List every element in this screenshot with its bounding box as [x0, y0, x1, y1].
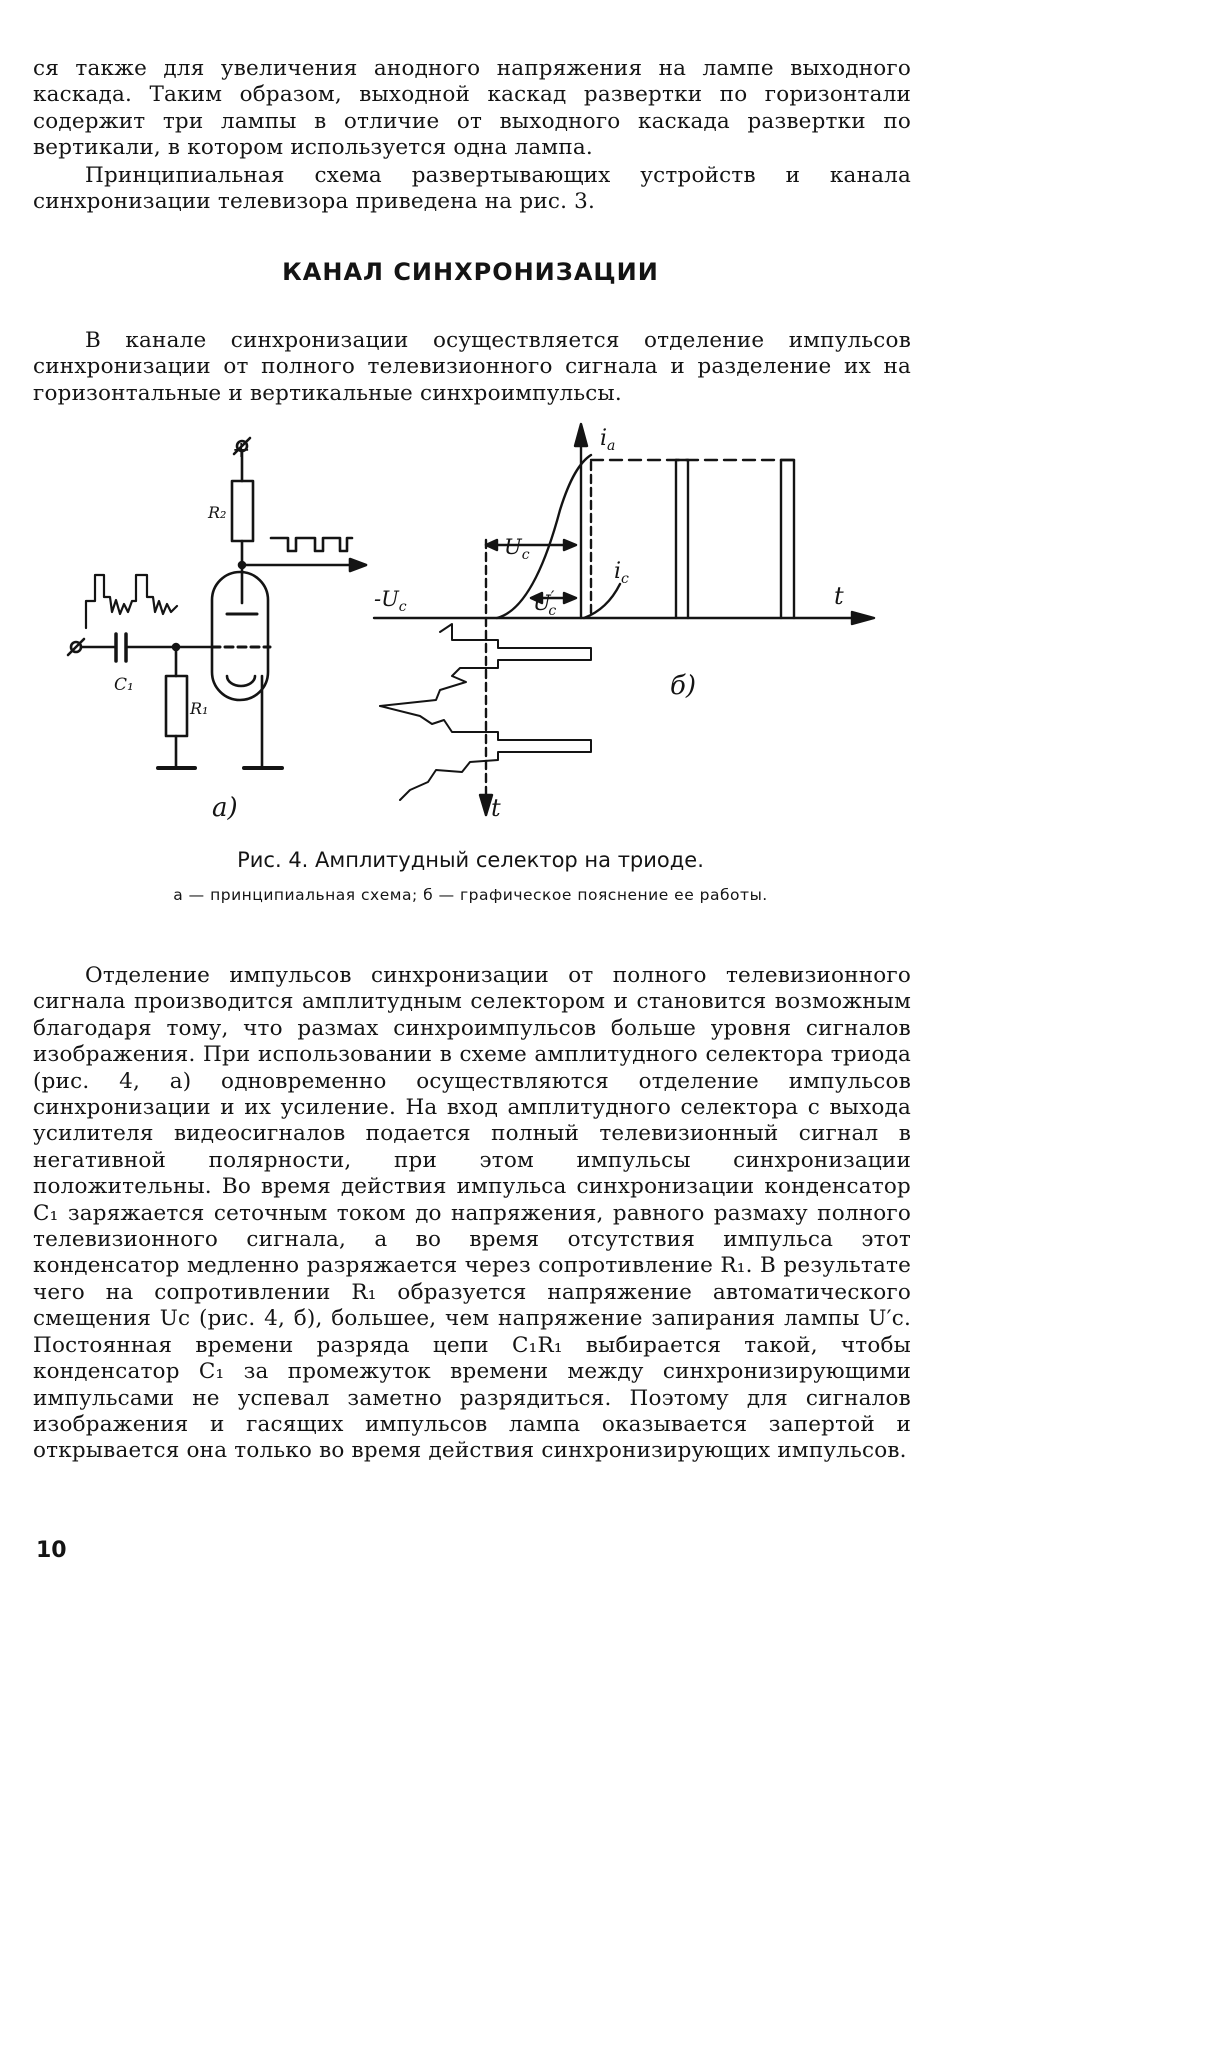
figure-subcaption: а — принципиальная схема; б — графическое пояснение ее работы. — [173, 886, 768, 904]
paragraph-scheme: Принципиальная схема развертывающих устройств и канала синхронизации телевизора приведена на рис. 3. — [33, 163, 911, 215]
r1-label: R₁ — [190, 699, 209, 718]
ia-label: $i_a$ — [600, 426, 616, 454]
resistor-r2 — [232, 481, 253, 541]
uc-prime-label: U′ c — [533, 587, 557, 619]
t-vertical-label: t — [491, 794, 501, 822]
schematic-a — [68, 438, 366, 768]
uc-label: $U_c$ — [504, 535, 530, 563]
r2-label: R₂ — [208, 503, 227, 522]
paragraph-sync-channel: В канале синхронизации осуществляется отделение импульсов синхронизации от полного телевизионного сигнала и разделение их на горизонтальные и вертикальные синхроимпульсы. — [33, 328, 911, 406]
paragraph-top: ся также для увеличения анодного напряжения на лампе выходного каскада. Таким образом, выходной каскад развертки по горизонтали содержит три лампы в отличие от выходного каскада развертки по вертикали, в котором используется одна лампа. — [33, 56, 911, 161]
paragraph-main: Отделение импульсов синхронизации от полного телевизионного сигнала производится амплитудным селектором и становится возможным благодаря тому, что размах синхроимпульсов больше уровня сигналов изображения. При использовании в схеме амплитудного селектора триода (рис. 4, а) одновременно осуществляются отделение импульсов синхронизации и их усиление. На вход амплитудного селектора с выхода усилителя видеосигналов подается полный телевизионный сигнал в негативной полярности, при этом импульсы синхронизации положительны. Во время действия импульса синхронизации конденсатор C₁ заряжается сеточным током до напряжения, равного размаху полного телевизионного сигнала, а во время отсутствия импульса этот конденсатор медленно разряжается через сопротивление R₁. В результате чего на сопротивлении R₁ образуется напряжение автоматического смещения Uc (рис. 4, б), большее, чем напряжение запирания лампы U′c. Постоянная времени разряда цепи C₁R₁ выбирается такой, чтобы конденсатор C₁ за промежуток времени между синхронизирующими импульсами не успевал заметно разрядиться. Поэтому для сигналов изображения и гасящих импульсов лампа оказывается запертой и открывается она только во время действия синхронизирующих импульсов. — [33, 963, 911, 1464]
ic-label: $i_c$ — [614, 559, 629, 587]
figure-caption: Рис. 4. Амплитудный селектор на триоде. — [237, 848, 704, 872]
c1-label: C₁ — [114, 675, 134, 695]
neg-uc-label: $-U_c$ — [374, 587, 407, 615]
label-a: а) — [212, 793, 238, 823]
page-number: 10 — [36, 1538, 67, 1563]
triode-envelope — [212, 572, 268, 700]
section-title: КАНАЛ СИНХРОНИЗАЦИИ — [282, 258, 659, 286]
resistor-r1 — [166, 676, 187, 736]
graph-b — [374, 424, 874, 815]
t-axis-label: t — [834, 582, 844, 610]
supply-plus-label: + — [232, 438, 251, 463]
label-b: б) — [670, 671, 697, 701]
